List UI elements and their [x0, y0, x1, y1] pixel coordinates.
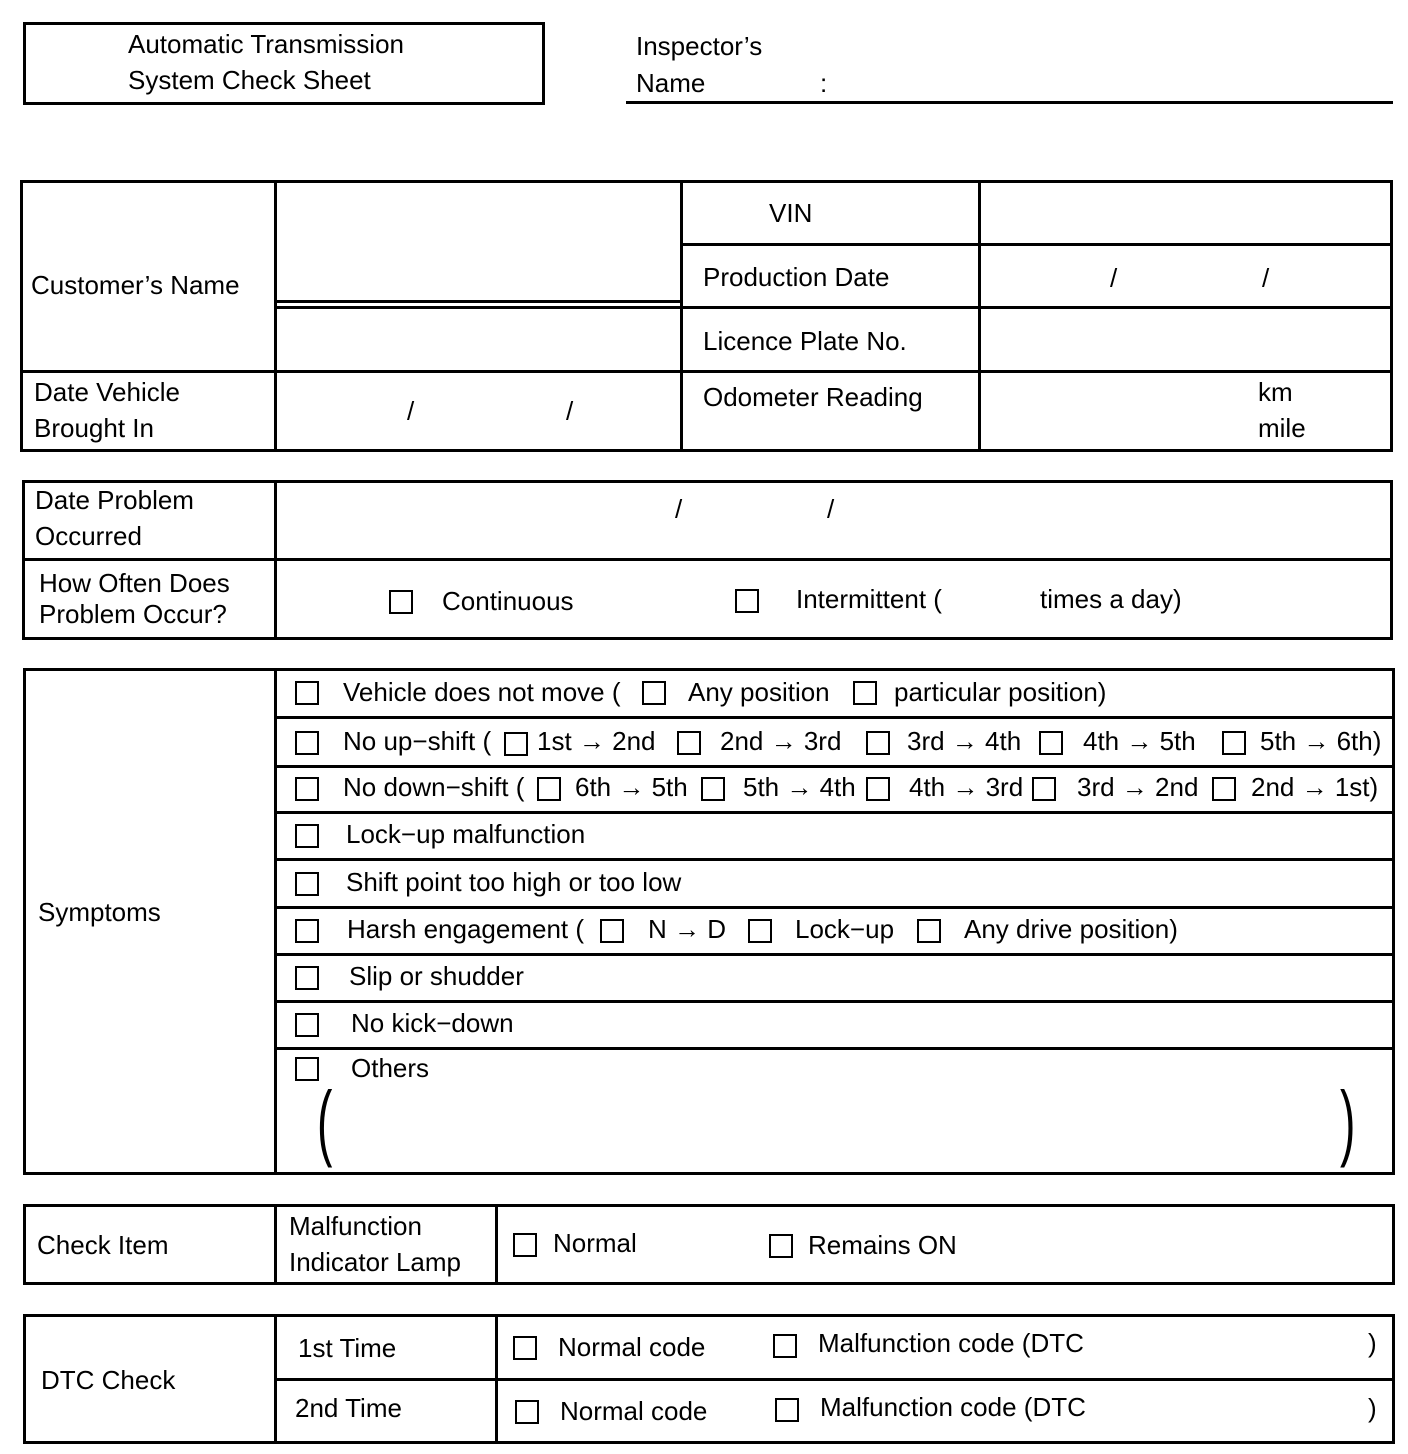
particular-position-checkbox[interactable]: [853, 681, 877, 705]
others-label: Others: [351, 1053, 430, 1083]
production-date-label: Production Date: [703, 262, 890, 292]
down-shift-2-1-label: 2nd → 1st): [1251, 772, 1379, 802]
any-position-checkbox[interactable]: [642, 681, 666, 705]
customer-name-label: Customer’s Name: [31, 270, 240, 300]
dtc-first-malfunction-checkbox[interactable]: [773, 1334, 797, 1358]
divider: [274, 1000, 1395, 1003]
no-down-shift-checkbox[interactable]: [295, 777, 319, 801]
date-brought-slash-1: /: [407, 396, 415, 426]
no-down-shift-label: No down−shift (: [343, 772, 525, 802]
harsh-lock-up-checkbox[interactable]: [748, 919, 772, 943]
up-shift-3-4-checkbox[interactable]: [866, 731, 890, 755]
slip-shudder-label: Slip or shudder: [349, 961, 524, 991]
divider: [274, 180, 277, 452]
up-shift-1-2-checkbox[interactable]: [504, 732, 528, 756]
odometer-unit-mile: mile: [1258, 413, 1306, 443]
inspector-colon: :: [820, 68, 828, 98]
others-checkbox[interactable]: [295, 1057, 319, 1081]
dtc-second-malfunction-checkbox[interactable]: [775, 1398, 799, 1422]
down-shift-6-5-checkbox[interactable]: [537, 777, 561, 801]
dtc-first-time-label: 1st Time: [298, 1333, 397, 1363]
mil-remains-on-checkbox[interactable]: [769, 1234, 793, 1258]
dtc-first-close-paren: ): [1368, 1328, 1377, 1358]
shift-point-label: Shift point too high or too low: [346, 867, 682, 897]
date-problem-slash-2: /: [827, 494, 835, 524]
date-problem-label-line-2: Occurred: [35, 521, 142, 551]
divider: [22, 558, 1393, 561]
check-item-table: [23, 1204, 1395, 1285]
divider: [274, 668, 277, 1175]
harsh-engagement-checkbox[interactable]: [295, 919, 319, 943]
divider: [274, 1204, 277, 1285]
divider: [680, 180, 683, 452]
production-date-slash-1: /: [1110, 263, 1118, 293]
up-shift-2-3-label: 2nd → 3rd: [720, 726, 842, 756]
divider: [274, 858, 1395, 861]
lock-up-malfunction-checkbox[interactable]: [295, 824, 319, 848]
divider: [680, 306, 1393, 309]
symptoms-label: Symptoms: [38, 897, 161, 927]
mil-remains-on-label: Remains ON: [808, 1230, 957, 1260]
up-shift-4-5-label: 4th → 5th: [1083, 726, 1196, 756]
date-problem-label-line-1: Date Problem: [35, 485, 194, 515]
date-brought-label-line-1: Date Vehicle: [34, 377, 180, 407]
odometer-unit-km: km: [1258, 377, 1293, 407]
any-position-label: Any position: [688, 677, 830, 707]
divider: [495, 1204, 498, 1285]
shift-point-checkbox[interactable]: [295, 872, 319, 896]
dtc-second-time-label: 2nd Time: [295, 1393, 402, 1423]
down-shift-4-3-checkbox[interactable]: [866, 777, 890, 801]
inspector-label-line-1: Inspector’s: [636, 31, 763, 61]
intermittent-label: Intermittent (: [796, 584, 942, 614]
harsh-n-d-label: N → D: [648, 914, 726, 944]
dtc-first-malfunction-label: Malfunction code (DTC: [818, 1328, 1084, 1358]
how-often-label-line-1: How Often Does: [39, 568, 230, 598]
up-shift-2-3-checkbox[interactable]: [677, 731, 701, 755]
no-up-shift-checkbox[interactable]: [295, 731, 319, 755]
harsh-lock-up-label: Lock−up: [795, 914, 895, 944]
licence-plate-label: Licence Plate No.: [703, 326, 907, 356]
dtc-second-malfunction-label: Malfunction code (DTC: [820, 1392, 1086, 1422]
particular-position-label: particular position): [894, 677, 1107, 707]
harsh-any-drive-label: Any drive position): [964, 914, 1178, 944]
others-paren-close: ): [1340, 1074, 1356, 1168]
title-line-2: System Check Sheet: [128, 65, 371, 95]
divider: [274, 300, 680, 303]
check-item-label: Check Item: [37, 1230, 169, 1260]
customer-name-field[interactable]: [280, 186, 677, 298]
lock-up-malfunction-label: Lock−up malfunction: [346, 819, 586, 849]
dtc-first-normal-label: Normal code: [558, 1332, 706, 1362]
dtc-first-normal-checkbox[interactable]: [513, 1336, 537, 1360]
divider: [274, 1047, 1395, 1050]
how-often-label-line-2: Problem Occur?: [39, 599, 227, 629]
odometer-label: Odometer Reading: [703, 382, 923, 412]
date-problem-slash-1: /: [675, 494, 683, 524]
down-shift-3-2-checkbox[interactable]: [1032, 777, 1056, 801]
down-shift-3-2-label: 3rd → 2nd: [1077, 772, 1199, 802]
dtc-second-close-paren: ): [1368, 1393, 1377, 1423]
inspector-label-line-2: Name: [636, 68, 706, 98]
dtc-second-normal-label: Normal code: [560, 1396, 708, 1426]
up-shift-5-6-label: 5th → 6th): [1260, 726, 1382, 756]
others-field[interactable]: [345, 1085, 1335, 1165]
dtc-check-label: DTC Check: [41, 1365, 176, 1395]
date-brought-slash-2: /: [566, 396, 574, 426]
up-shift-5-6-checkbox[interactable]: [1222, 731, 1246, 755]
vin-label: VIN: [769, 198, 813, 228]
divider: [274, 716, 1395, 719]
dtc-second-normal-checkbox[interactable]: [515, 1400, 539, 1424]
divider: [274, 906, 1395, 909]
vehicle-does-not-move-checkbox[interactable]: [295, 681, 319, 705]
divider: [680, 243, 1393, 246]
inspector-name-field[interactable]: [626, 101, 1393, 104]
customer-name-field-2[interactable]: [280, 312, 677, 367]
down-shift-5-4-label: 5th → 4th: [743, 772, 856, 802]
times-a-day-label: times a day): [1040, 584, 1182, 614]
mil-label-line-1: Malfunction: [289, 1211, 422, 1241]
continuous-label: Continuous: [442, 586, 574, 616]
licence-plate-field[interactable]: [984, 312, 1390, 367]
down-shift-4-3-label: 4th → 3rd: [909, 772, 1024, 802]
harsh-engagement-label: Harsh engagement (: [347, 914, 585, 944]
production-date-slash-2: /: [1262, 263, 1270, 293]
divider: [274, 306, 680, 309]
harsh-n-d-checkbox[interactable]: [600, 919, 624, 943]
continuous-checkbox[interactable]: [389, 590, 413, 614]
up-shift-1-2-label: 1st → 2nd: [537, 726, 656, 756]
dtc-first-code-field[interactable]: [1110, 1328, 1360, 1368]
divider: [274, 811, 1395, 814]
divider: [274, 1378, 1395, 1381]
no-up-shift-label: No up−shift (: [343, 726, 492, 756]
title-line-1: Automatic Transmission: [128, 29, 404, 59]
vin-field[interactable]: [984, 186, 1390, 241]
vehicle-does-not-move-label: Vehicle does not move (: [343, 677, 621, 707]
divider: [20, 370, 1393, 373]
date-brought-label-line-2: Brought In: [34, 413, 154, 443]
divider: [274, 953, 1395, 956]
slip-shudder-checkbox[interactable]: [295, 966, 319, 990]
up-shift-3-4-label: 3rd → 4th: [907, 726, 1022, 756]
divider: [978, 180, 981, 452]
harsh-any-drive-checkbox[interactable]: [917, 919, 941, 943]
mil-normal-label: Normal: [553, 1228, 637, 1258]
divider: [274, 765, 1395, 768]
mil-normal-checkbox[interactable]: [513, 1233, 537, 1257]
dtc-second-code-field[interactable]: [1112, 1392, 1362, 1432]
down-shift-5-4-checkbox[interactable]: [701, 777, 725, 801]
no-kick-down-checkbox[interactable]: [295, 1013, 319, 1037]
up-shift-4-5-checkbox[interactable]: [1039, 731, 1063, 755]
intermittent-checkbox[interactable]: [735, 589, 759, 613]
others-paren-open: (: [317, 1074, 333, 1168]
down-shift-6-5-label: 6th → 5th: [575, 772, 688, 802]
mil-label-line-2: Indicator Lamp: [289, 1247, 461, 1277]
down-shift-2-1-checkbox[interactable]: [1212, 777, 1236, 801]
no-kick-down-label: No kick−down: [351, 1008, 514, 1038]
